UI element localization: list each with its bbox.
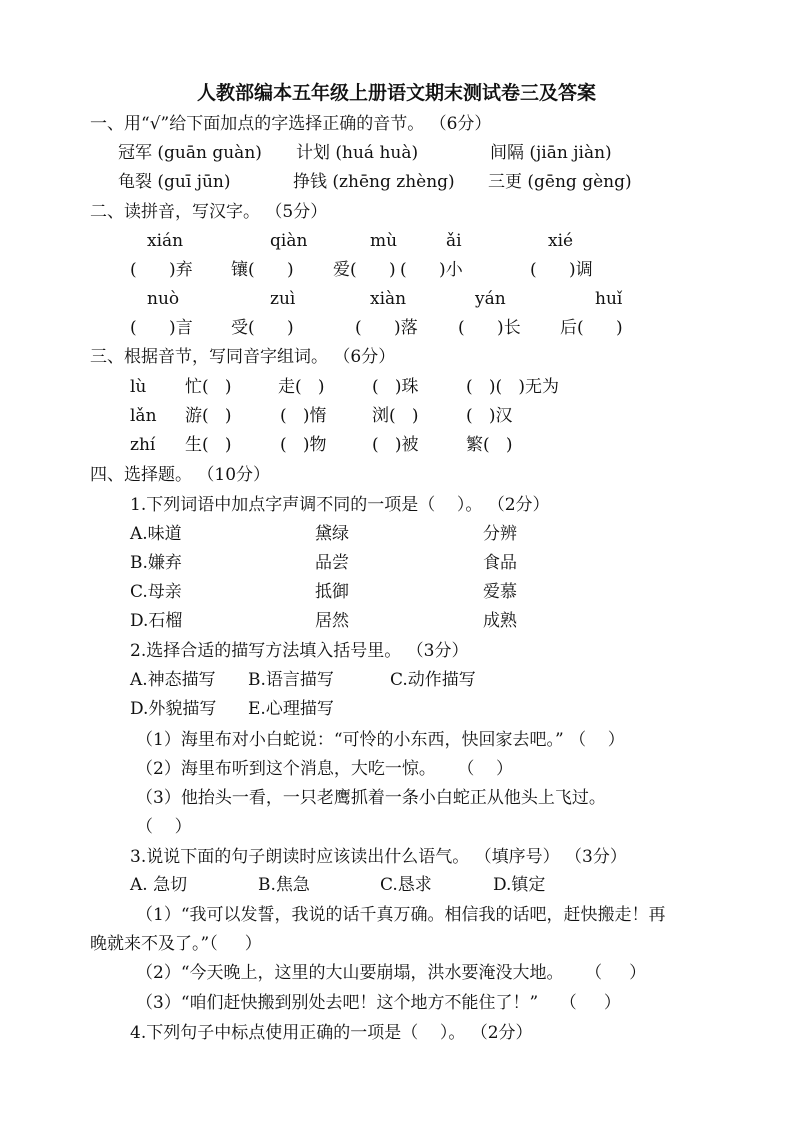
line-segment: 龟裂 (guī jūn) — [118, 172, 231, 192]
line-segment: ( )被 — [372, 435, 419, 455]
text-line: 1.下列词语中加点字声调不同的一项是（ ）。 （2分） — [130, 495, 550, 515]
line-segment: D.镇定 — [493, 875, 546, 895]
page-title: 人教部编本五年级上册语文期末测试卷三及答案 — [196, 82, 596, 104]
line-segment: D.外貌描写 — [130, 699, 217, 719]
line-segment: 后( ) — [560, 318, 623, 338]
line-segment: lǎn — [130, 406, 157, 426]
line-segment: ( )调 — [530, 260, 593, 280]
line-segment: 浏( ) — [372, 406, 419, 426]
text-line: （2）海里布听到这个消息，大吃一惊。 （ ） — [136, 759, 514, 779]
line-segment: 成熟 — [483, 611, 517, 631]
line-segment: C.动作描写 — [390, 670, 476, 690]
text-line: （ ） — [136, 817, 192, 837]
line-segment: ( )言 — [130, 318, 193, 338]
line-segment: 镶( ) — [231, 260, 294, 280]
line-segment: xiàn — [370, 289, 407, 309]
text-line: （1）海里布对小白蛇说：“可怜的小东西，快回家去吧。” （ ） — [136, 730, 625, 750]
line-segment: A.神态描写 — [130, 670, 216, 690]
line-segment: B.嫌弃 — [130, 553, 182, 573]
line-segment: 间隔 (jiān jiàn) — [490, 143, 612, 163]
line-segment: 分辨 — [483, 524, 517, 544]
text-line: 二、读拼音，写汉字。 （5分） — [90, 202, 328, 222]
line-segment: ( )长 — [458, 318, 521, 338]
line-segment: 忙( ) — [185, 377, 232, 397]
line-segment: ( )惰 — [280, 406, 327, 426]
line-segment: lù — [130, 377, 147, 397]
line-segment: D.石榴 — [130, 611, 183, 631]
line-segment: C.恳求 — [380, 875, 432, 895]
line-segment: 居然 — [315, 611, 349, 631]
line-segment: 计划 (huá huà) — [296, 143, 419, 163]
line-segment: 品尝 — [315, 553, 349, 573]
text-line: 4.下列句子中标点使用正确的一项是（ ）。 （2分） — [130, 1023, 533, 1043]
text-line: 一、用“√”给下面加点的字选择正确的音节。 （6分） — [90, 114, 492, 134]
line-segment: ( )( )无为 — [466, 377, 559, 397]
line-segment: 食品 — [483, 553, 517, 573]
line-segment: 受( ) — [231, 318, 294, 338]
text-line: 四、选择题。 （10分） — [90, 465, 271, 485]
text-line: （2）“今天晚上，这里的大山要崩塌，洪水要淹没大地。 （ ） — [136, 963, 647, 983]
line-segment: huǐ — [595, 289, 623, 309]
text-line: 2.选择合适的描写方法填入括号里。 （3分） — [130, 641, 469, 661]
line-segment: zhí — [130, 435, 156, 455]
line-segment: ǎi — [446, 231, 462, 251]
line-segment: ( )汉 — [466, 406, 513, 426]
line-segment: C.母亲 — [130, 582, 182, 602]
line-segment: ( )落 — [355, 318, 418, 338]
line-segment: ( )物 — [280, 435, 327, 455]
line-segment: 爱( ) — [333, 260, 396, 280]
line-segment: xié — [548, 231, 574, 251]
line-segment: 黛绿 — [315, 524, 349, 544]
line-segment: A. 急切 — [130, 875, 188, 895]
line-segment: 爱慕 — [483, 582, 517, 602]
line-segment: xián — [147, 231, 184, 251]
line-segment: mù — [370, 231, 398, 251]
line-segment: qiàn — [270, 231, 308, 251]
line-segment: 游( ) — [185, 406, 232, 426]
line-segment: 三更 (gēng gèng) — [488, 172, 632, 192]
line-segment: 走( ) — [278, 377, 325, 397]
line-segment: ( )弃 — [130, 260, 193, 280]
line-segment: ( )小 — [400, 260, 463, 280]
line-segment: 抵御 — [315, 582, 349, 602]
text-line: （1）“我可以发誓，我说的话千真万确。相信我的话吧，赶快搬走！再 — [136, 905, 666, 925]
line-segment: 冠军 (guān guàn) — [118, 143, 262, 163]
line-segment: 生( ) — [185, 435, 232, 455]
text-line: 三、根据音节，写同音字组词。 （6分） — [90, 347, 396, 367]
line-segment: yán — [475, 289, 506, 309]
text-line: 3.说说下面的句子朗读时应该读出什么语气。 （填序号） （3分） — [130, 847, 627, 867]
line-segment: E.心理描写 — [248, 699, 334, 719]
line-segment: ( )珠 — [372, 377, 419, 397]
text-line: （3）他抬头一看，一只老鹰抓着一条小白蛇正从他头上飞过。 — [136, 788, 606, 808]
line-segment: zuì — [270, 289, 296, 309]
text-line: （3）“咱们赶快搬到别处去吧！这个地方不能住了！” （ ） — [136, 993, 621, 1013]
text-line: 晚就来不及了。”（ ） — [90, 934, 262, 954]
line-segment: nuò — [147, 289, 180, 309]
line-segment: 挣钱 (zhēng zhèng) — [293, 172, 455, 192]
line-segment: A.味道 — [130, 524, 182, 544]
line-segment: B.焦急 — [258, 875, 310, 895]
line-segment: B.语言描写 — [248, 670, 334, 690]
line-segment: 繁( ) — [466, 435, 513, 455]
